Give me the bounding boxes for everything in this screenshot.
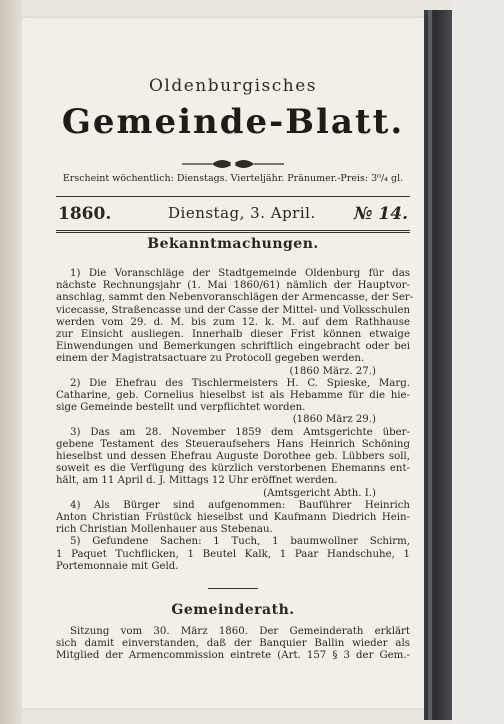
announcement-line: Anton Christian Früstück hieselbst und Kaufmann Diedrich Hein- [56, 512, 410, 523]
issue-date: Dienstag, 3. April. [168, 204, 316, 222]
announcement-line: Catharine, geb. Cornelius hieselbst ist als Hebamme für die hie- [56, 390, 410, 401]
announcement-line: 2) Die Ehefrau des Tischlermeisters H. C. Spieske, Marg. [70, 377, 410, 389]
announcement-line: sige Gemeinde bestellt und verpflichtet worden. [56, 402, 306, 414]
masthead-title: Gemeinde-Blatt. [61, 102, 405, 142]
section-divider [208, 588, 258, 589]
dateline-rule [56, 230, 410, 233]
announcement-line: zur Einsicht ausliegen. Innerhalb dieser Frist können etwaige [56, 329, 410, 340]
announcement-line: hieselbst und dessen Ehefrau Auguste Dorothee geb. Lübbers soll, [56, 451, 410, 462]
announcement-line: 4) Als Bürger sind aufgenommen: Bauführer Heinrich [70, 499, 410, 511]
announcement-line: 5) Gefundene Sachen: 1 Tuch, 1 baumwollner Schirm, [70, 536, 410, 548]
council-line: Sitzung vom 30. März 1860. Der Gemeinderath erklärt [70, 626, 410, 637]
announcement-line: 3) Das am 28. November 1859 dem Amtsgerichte über- [70, 426, 410, 438]
announcement-line: Einwendungen und Bemerkungen schriftlich eingebracht oder bei [56, 341, 410, 353]
announcement-line: vicecasse, Straßencasse und der Casse der Mittel- und Volksschulen [56, 304, 411, 316]
announcement-line: (1860 März 29.) [292, 414, 376, 426]
issue-year: 1860. [58, 204, 112, 224]
newspaper-page [22, 18, 424, 708]
section-title-council: Gemeinderath. [171, 602, 295, 618]
ornament-divider [52, 154, 414, 174]
announcement-line: (1860 März. 27.) [289, 365, 376, 377]
announcement-line: gebene Testament des Steueraufsehers Hans Heinrich Schöning [56, 438, 410, 450]
binding-stripe [428, 10, 432, 720]
announcement-line: hält, am 11 April d. J. Mittags 12 Uhr eröffnet werden. [56, 475, 338, 487]
book-binding-left [0, 0, 22, 724]
masthead-city: Oldenburgisches [148, 76, 318, 96]
announcement-line: 1 Paquet Tuchflicken, 1 Beutel Kalk, 1 Paar Handschuhe, 1 [56, 548, 410, 560]
council-line: Mitglied der Armencommission eintrete (Art. 157 § 3 der Gem.- [56, 650, 410, 662]
council-line: sich damit einverstanden, daß der Banquier Ballin wieder als [56, 638, 410, 650]
background-right [452, 0, 504, 724]
top-rule [56, 196, 410, 197]
issue-number: № 14. [354, 204, 408, 224]
book-binding-right [424, 10, 452, 720]
announcement-line: soweit es die Verfügung des kürzlich verstorbenen Ehemanns ent- [56, 463, 410, 475]
announcement-line: Portemonnaie mit Geld. [56, 560, 179, 572]
announcement-line: rich Christian Mollenhauer aus Stebenau. [56, 524, 273, 536]
announcement-line: 1) Die Voranschläge der Stadtgemeinde Oldenburg für das [70, 268, 410, 279]
announcement-line: (Amtsgericht Abth. I.) [263, 487, 376, 499]
announcement-line: anschlag, sammt den Nebenvoranschlägen der Armencasse, der Ser- [56, 292, 414, 304]
section-title-announcements: Bekanntmachungen. [147, 236, 319, 252]
announcement-line: einem der Magistratsactuare zu Protocoll gegeben werden. [56, 353, 365, 365]
subscription-info: Erscheint wöchentlich: Dienstags. Vierteljähr. Pränumer.-Preis: 3⁰/₄ gl. [62, 173, 404, 184]
announcement-line: werden vom 29. d. M. bis zum 12. k. M. auf dem Rathhause [56, 316, 410, 328]
announcement-line: nächste Rechnungsjahr (1. Mai 1860/61) nämlich der Hauptvor- [56, 280, 410, 292]
